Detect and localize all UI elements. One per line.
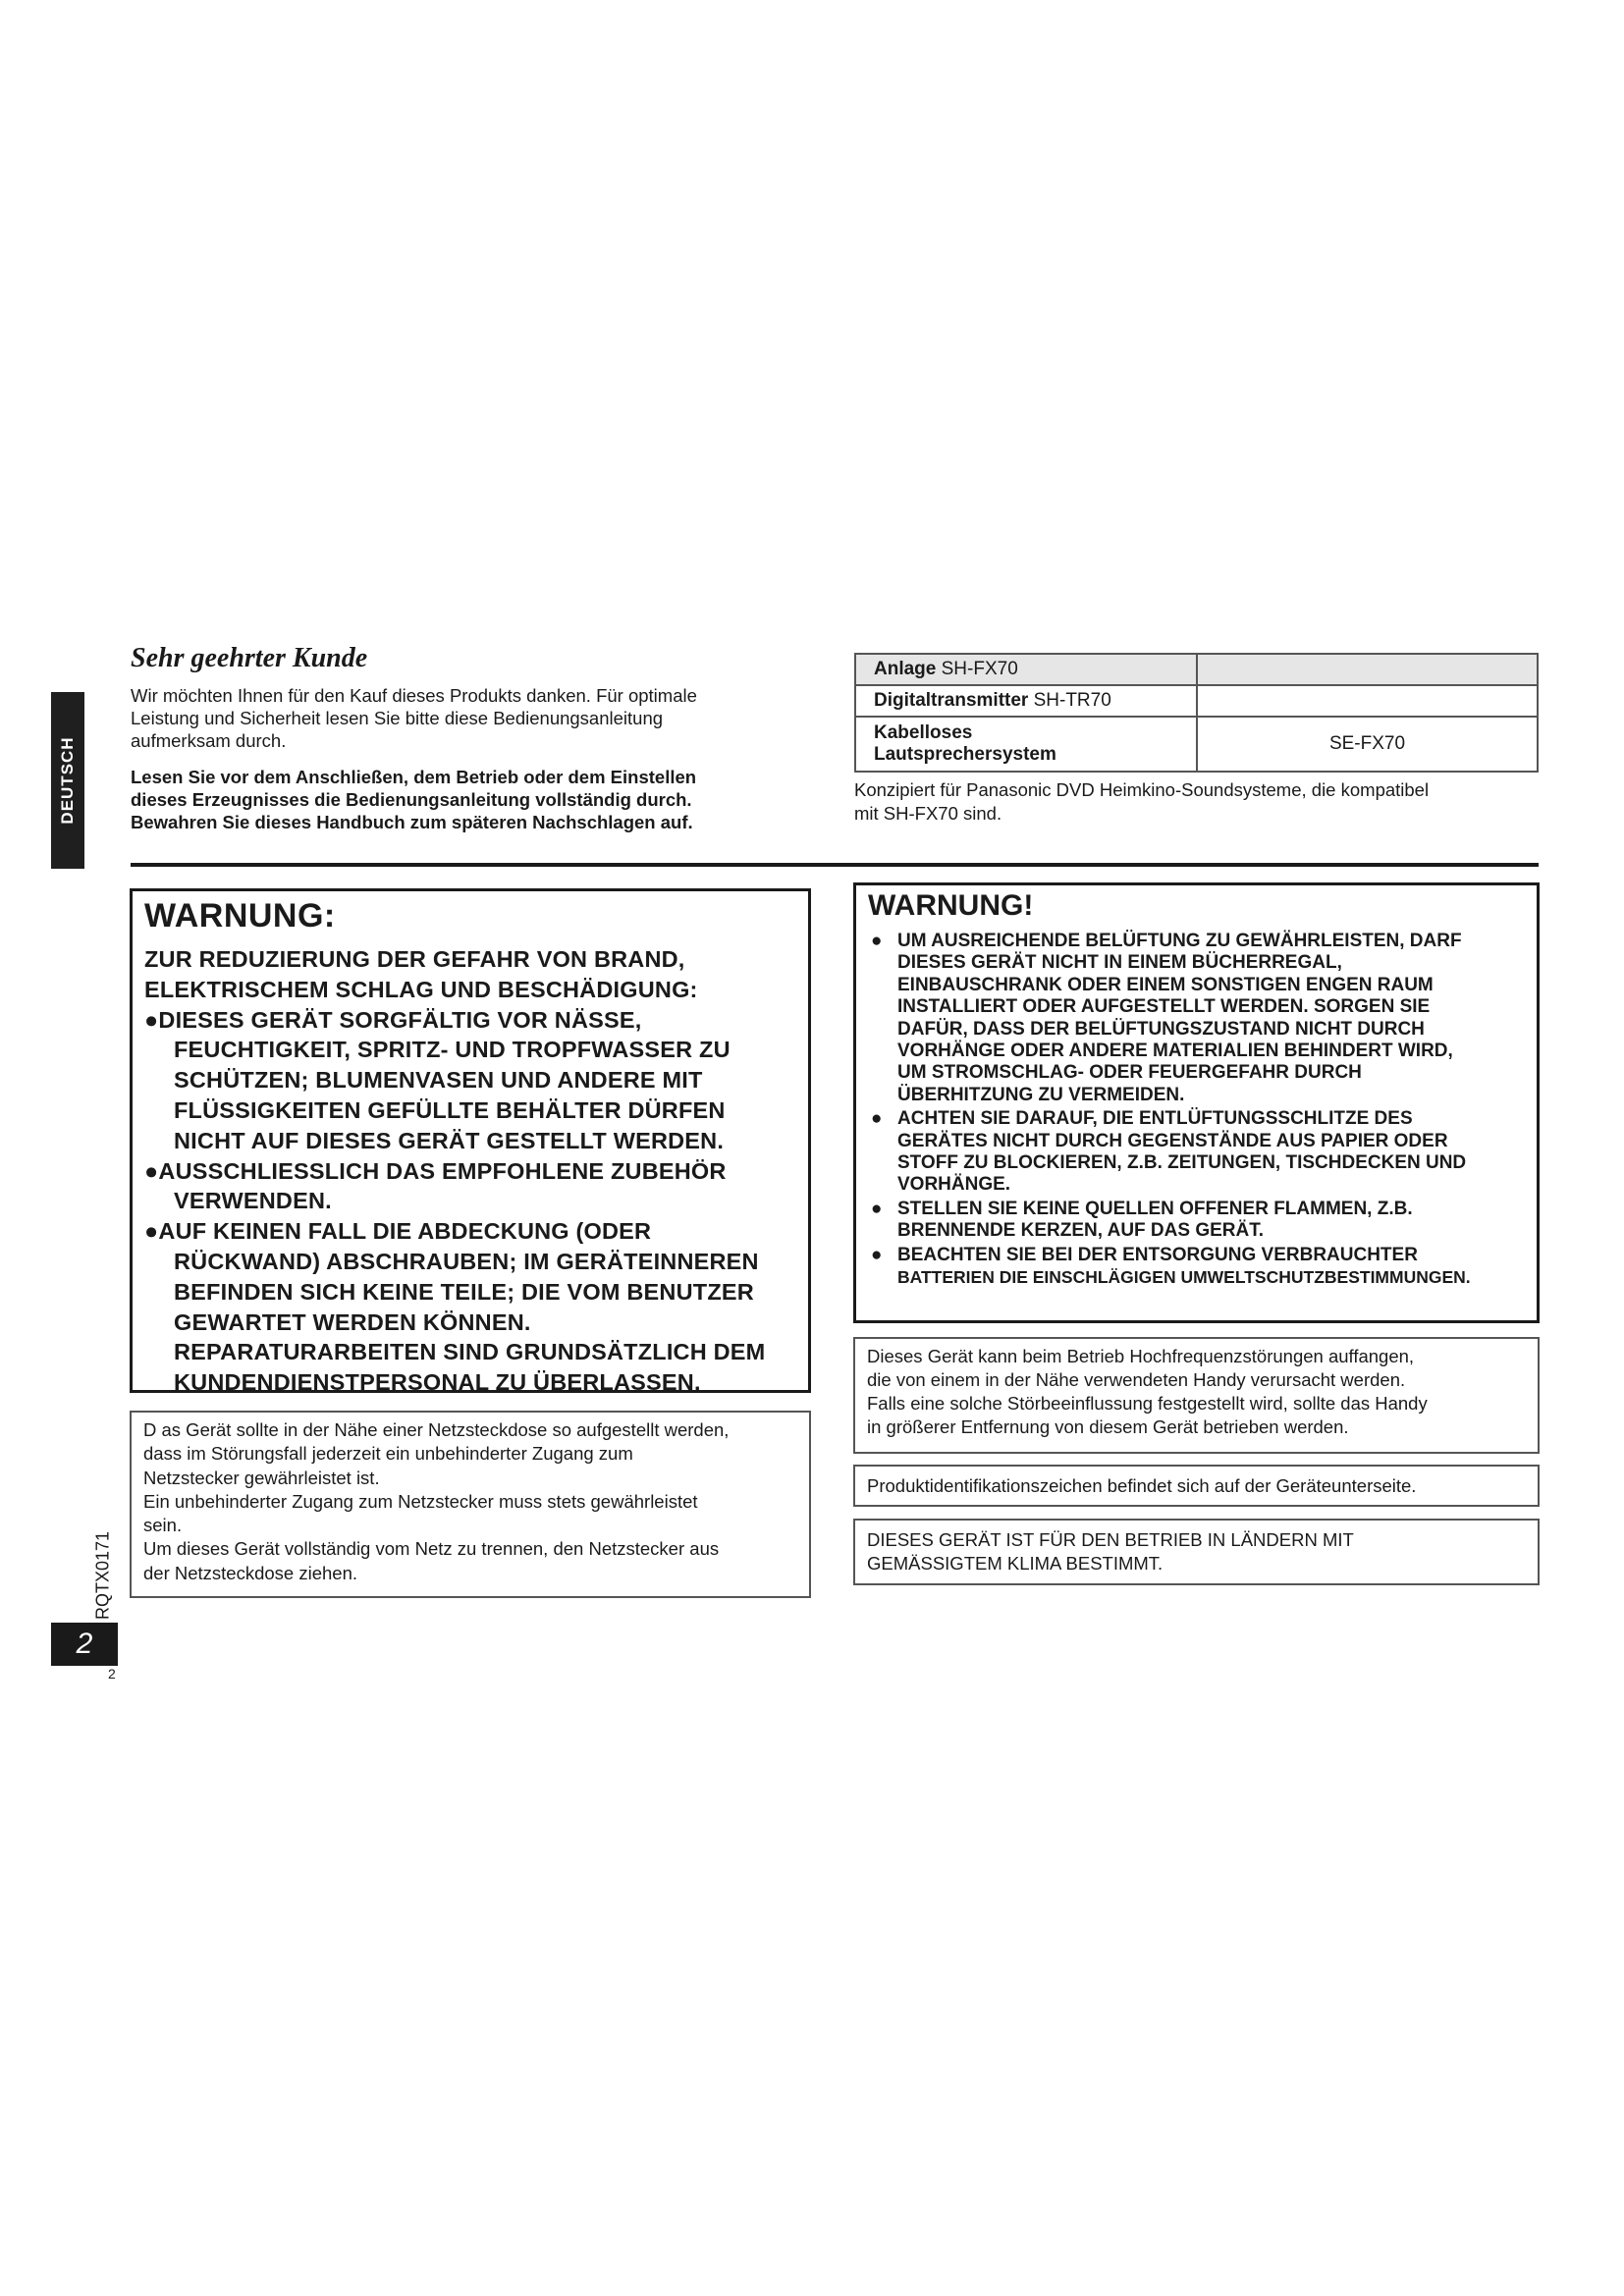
- warning-line: DIESES GERÄT NICHT IN EINEM BÜCHERREGAL,: [897, 952, 1342, 974]
- table-row: [855, 654, 1538, 685]
- intro-line: aufmerksam durch.: [131, 730, 287, 751]
- document-code: [90, 1526, 116, 1625]
- intro-bold-line: Bewahren Sie dieses Handbuch zum späteren Nachschlagen auf.: [131, 812, 693, 832]
- greeting: Sehr geehrter Kunde: [131, 643, 368, 673]
- warning-line: BEFINDEN SICH KEINE TEILE; DIE VOM BENUTZER: [174, 1278, 754, 1305]
- warning-line: SCHÜTZEN; BLUMENVASEN UND ANDERE MIT: [174, 1067, 703, 1094]
- intro-bold-line: Lesen Sie vor dem Anschließen, dem Betrieb oder dem Einstellen: [131, 767, 697, 787]
- note-line: Netzstecker gewährleistet ist.: [143, 1467, 380, 1488]
- table-cell: Kabelloses Lautsprechersystem: [855, 717, 1197, 772]
- note-line: in größerer Entfernung von diesem Gerät betrieben werden.: [867, 1416, 1349, 1437]
- warning-line: INSTALLIERT ODER AUFGESTELLT WERDEN. SORGEN SIE: [897, 996, 1431, 1018]
- warning-line: ELEKTRISCHEM SCHLAG UND BESCHÄDIGUNG:: [144, 976, 698, 1002]
- warning-line: GEWARTET WERDEN KÖNNEN.: [174, 1308, 531, 1335]
- warning-line: GERÄTES NICHT DURCH GEGENSTÄNDE AUS PAPIER ODER: [897, 1130, 1448, 1151]
- warning-line: VORHÄNGE.: [897, 1174, 1011, 1196]
- power-plug-note-text: [143, 1418, 801, 1585]
- warning-line: ●DIESES GERÄT SORGFÄLTIG VOR NÄSSE,: [144, 1006, 642, 1033]
- table-cell: [1197, 685, 1538, 717]
- product-table: [854, 653, 1539, 773]
- warning-line: ACHTEN SIE DARAUF, DIE ENTLÜFTUNGSSCHLITZE DES: [897, 1108, 1413, 1130]
- note-line: Dieses Gerät kann beim Betrieb Hochfrequenzstörungen auffangen,: [867, 1346, 1415, 1366]
- table-cell: SE-FX70: [1197, 717, 1538, 772]
- warning-line: STOFF ZU BLOCKIEREN, Z.B. ZEITUNGEN, TISCHDECKEN UND: [897, 1152, 1467, 1174]
- warning-title: WARNUNG!: [868, 889, 1034, 922]
- intro-line: Leistung und Sicherheit lesen Sie bitte diese Bedienungsanleitung: [131, 708, 664, 728]
- warning-line: ●AUF KEINEN FALL DIE ABDECKUNG (ODER: [144, 1218, 652, 1245]
- bullet-icon: ●: [871, 1198, 883, 1219]
- warning-line: UM STROMSCHLAG- ODER FEUERGEFAHR DURCH: [897, 1062, 1362, 1084]
- warning-line: NICHT AUF DIESES GERÄT GESTELLT WERDEN.: [174, 1127, 725, 1153]
- warning-line: VORHÄNGE ODER ANDERE MATERIALIEN BEHINDERT WIRD,: [897, 1041, 1453, 1062]
- warning-line: VERWENDEN.: [174, 1188, 332, 1214]
- warning-line: FLÜSSIGKEITEN GEFÜLLTE BEHÄLTER DÜRFEN: [174, 1096, 726, 1123]
- warning-body: [144, 944, 797, 1398]
- warning-item: [868, 1245, 1545, 1289]
- note-line: DIESES GERÄT IST FÜR DEN BETRIEB IN LÄNDERN MIT: [867, 1529, 1354, 1550]
- warning-item: [868, 1108, 1545, 1197]
- note-line: GEMÄSSIGTEM KLIMA BESTIMMT.: [867, 1553, 1164, 1574]
- note-line: dass im Störungsfall jederzeit ein unbehinderter Zugang zum: [143, 1443, 633, 1465]
- warning-line: REPARATURARBEITEN SIND GRUNDSÄTZLICH DEM: [174, 1339, 766, 1365]
- compatibility-note: [854, 778, 1542, 826]
- note-line: Falls eine solche Störbeeinflussung festgestellt wird, sollte das Handy: [867, 1393, 1428, 1414]
- warning-line: ●AUSSCHLIESSLICH DAS EMPFOHLENE ZUBEHÖR: [144, 1157, 727, 1184]
- document-code-text: RQTX0171: [92, 1530, 113, 1621]
- table-row: [855, 717, 1538, 772]
- warning-item: [868, 931, 1545, 1106]
- note-line: sein.: [143, 1515, 183, 1536]
- language-tab: [51, 692, 84, 869]
- bullet-icon: ●: [871, 1108, 883, 1130]
- warning-line: ÜBERHITZUNG ZU VERMEIDEN.: [897, 1084, 1185, 1105]
- warning-body: [868, 931, 1545, 1291]
- table-cell: [1197, 654, 1538, 685]
- warning-line: STELLEN SIE KEINE QUELLEN OFFENER FLAMMEN, Z.B.: [897, 1198, 1413, 1219]
- warning-box-left: [130, 888, 811, 1396]
- warning-item: [868, 1199, 1545, 1243]
- warning-line: EINBAUSCHRANK ODER EINEM SONSTIGEN ENGEN RAUM: [897, 974, 1434, 995]
- language-tab-label: DEUTSCH: [58, 736, 77, 825]
- product-id-note-text: Produktidentifikationszeichen befindet sich auf der Geräteunterseite.: [867, 1475, 1417, 1496]
- page-number-small: 2: [108, 1666, 116, 1682]
- warning-line: UM AUSREICHENDE BELÜFTUNG ZU GEWÄHRLEISTEN, DARF: [897, 931, 1462, 951]
- compatibility-line: mit SH-FX70 sind.: [854, 803, 1002, 824]
- warning-line: BATTERIEN DIE EINSCHLÄGIGEN UMWELTSCHUTZBESTIMMUNGEN.: [897, 1267, 1471, 1288]
- table-row: [855, 685, 1538, 717]
- warning-line: FEUCHTIGKEIT, SPRITZ- UND TROPFWASSER ZU: [174, 1037, 731, 1063]
- product-id-note: [853, 1465, 1540, 1507]
- bullet-icon: ●: [871, 1244, 883, 1265]
- bullet-icon: ●: [871, 931, 883, 951]
- interference-note: [853, 1337, 1540, 1454]
- intro-bold-line: dieses Erzeugnisses die Bedienungsanleitung vollständig durch.: [131, 789, 692, 810]
- note-line: der Netzsteckdose ziehen.: [143, 1562, 358, 1583]
- table-cell: Digitaltransmitter SH-TR70: [855, 685, 1197, 717]
- climate-note: [853, 1519, 1540, 1585]
- note-line: Ein unbehinderter Zugang zum Netzstecker muss stets gewährleistet: [143, 1490, 698, 1512]
- section-divider: [131, 863, 1539, 867]
- note-line: D as Gerät sollte in der Nähe einer Netzsteckdose so aufgestellt werden,: [143, 1419, 730, 1440]
- climate-note-text: [867, 1528, 1525, 1575]
- warning-line: BRENNENDE KERZEN, AUF DAS GERÄT.: [897, 1220, 1264, 1242]
- power-plug-note: [130, 1411, 811, 1598]
- intro-line: Wir möchten Ihnen für den Kauf dieses Produkts danken. Für optimale: [131, 685, 697, 706]
- warning-box-right: [853, 882, 1540, 1323]
- warning-line: DAFÜR, DASS DER BELÜFTUNGSZUSTAND NICHT DURCH: [897, 1018, 1425, 1040]
- note-line: die von einem in der Nähe verwendeten Handy verursacht werden.: [867, 1369, 1406, 1390]
- warning-line: RÜCKWAND) ABSCHRAUBEN; IM GERÄTEINNEREN: [174, 1248, 759, 1274]
- warning-title: WARNUNG:: [144, 897, 336, 934]
- table-cell: Anlage SH-FX70: [855, 654, 1197, 685]
- note-line: Um dieses Gerät vollständig vom Netz zu trennen, den Netzstecker aus: [143, 1538, 720, 1560]
- page-number: 2: [51, 1623, 118, 1666]
- compatibility-line: Konzipiert für Panasonic DVD Heimkino-Soundsysteme, die kompatibel: [854, 779, 1430, 800]
- warning-line: BEACHTEN SIE BEI DER ENTSORGUNG VERBRAUCHTER: [897, 1244, 1418, 1265]
- intro-text: [131, 684, 798, 752]
- warning-line: KUNDENDIENSTPERSONAL ZU ÜBERLASSEN.: [174, 1369, 701, 1396]
- warning-line: ZUR REDUZIERUNG DER GEFAHR VON BRAND,: [144, 946, 685, 972]
- warning-list: [868, 931, 1545, 1289]
- interference-note-text: [867, 1345, 1525, 1439]
- intro-bold-text: [131, 766, 798, 833]
